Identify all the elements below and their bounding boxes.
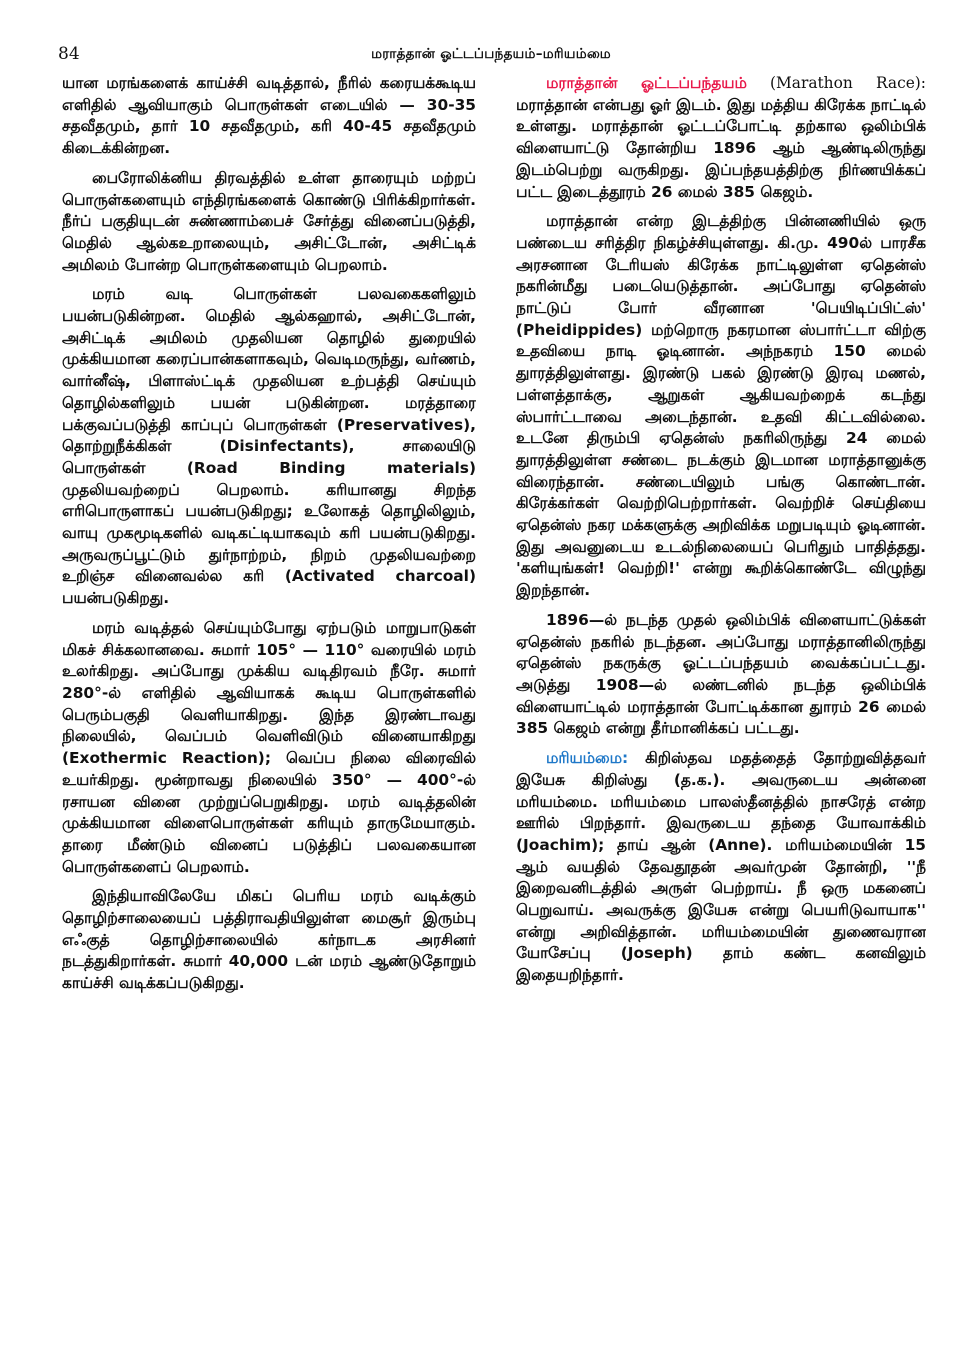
paragraph-distillation-stages: மரம் வடித்தல் செய்யும்போது ஏற்படும் மாறுபாடுகள் மிகச் சிக்கலானவை. சுமார் 105° — 110° வரையில் மரம் உலர்கிறது. அப்போது முக்கிய வடிதிரவம் நீரே. சுமார் 280°-ல் எளிதில் ஆவியாகக் கூடிய பொருள்களில் பெரும்பகுதி வெளியாகிறது. இந்த இரண்டாவது நிலையில், வெப்பம் வெளிவிடும் வினையாகிறது (Exothermic Reaction); வெப்ப நிலை விரைவில் உயர்கிறது. மூன்றாவது நிலையில் 350° — 400°-ல் ரசாயன வினை முற்றுப்பெறுகிறது. மரம் வடித்தலின் முக்கியமான விளைபொருள்கள் கரியும் தாருமேயாகும். தாரை மீண்டும் வினைப் படுத்திப் பலவகையான பொருள்களைப் பெறலாம். <box>62 618 476 876</box>
paragraph-marathon-olympics: 1896—ல் நடந்த முதல் ஒலிம்பிக் விளையாட்டுக்கள் ஏதென்ஸ் நகரில் நடந்தன. அப்போது மராத்தானிலிருந்து ஏதென்ஸ் நகருக்கு ஓட்டப்பந்தயம் வைக்கப்பட்டது. அடுத்து 1908—ல் லண்டனில் நடந்த ஒலிம்பிக் விளையாட்டில் மராத்தான் போட்டிக்கான துாரம் 26 மைல் 385 கெஜம் என்று தீர்மானிக்கப் பட்டது. <box>516 610 926 738</box>
mary-entry <box>516 748 926 987</box>
paragraph-wood-products-uses: மரம் வடி பொருள்கள் பலவகைகளிலும் பயன்படுகின்றன. மெதில் ஆல்கஹால், அசிட்டோன், அசிட்டிக் அமிலம் முதலியன தொழில் துறையில் முக்கியமான கரைப்பான்களாகவும், வெடிமருந்து, வர்ணம், வார்னீஷ், பிளாஸ்ட்டிக் முதலியன உற்பத்தி செய்யும் தொழில்களிலும் பயன் படுகின்றன. மரத்தாரை பக்குவப்படுத்தி காப்புப் பொருள்கள் (Preservatives), தொற்றுநீக்கிகள் (Disinfectants), சாலையிடு பொருள்கள் (Road Binding materials) முதலியவற்றைப் பெறலாம். கரியானது சிறந்த எரிபொருளாகப் பயன்படுகிறது; உலோகத் தொழிலிலும், வாயு முகமூடிகளில் வடிகட்டியாகவும் கரி பயன்படுகிறது. அருவருப்பூட்டும் துர்நாற்றம், நிறம் முதலியவற்றை உறிஞ்ச வினைவல்ல கரி (Activated charcoal) பயன்படுகிறது. <box>62 285 476 608</box>
page-header <box>58 44 924 68</box>
marathon-heading-english: (Marathon Race): <box>746 74 926 92</box>
mary-text: கிறிஸ்தவ மதத்தைத் தோற்றுவித்தவர் இயேசு கிறிஸ்து (த.க.). அவருடைய அன்னை மரியம்மை. மரியம்மை பாலஸ்தீனத்தில் நாசரேத் என்ற ஊரில் பிறந்தார். இவருடைய தந்தை யோவாக்கிம் (Joachim); தாய் ஆன் (Anne). மரியம்மையின் 15 ஆம் வயதில் தேவதூதன் அவர்முன் தோன்றி, ''நீ இறைவனிடத்தில் அருள் பெற்றாய். நீ ஒரு மகனைப் பெறுவாய். அவருக்கு இயேசு என்று பெயரிடுவாயாக'' என்று அறிவித்தான். மரியம்மையின் துணைவரான யோசேப்பு (Joseph) தாம் கண்ட கனவிலும் இதையறிந்தார். <box>516 749 926 985</box>
page-number: 84 <box>58 44 80 64</box>
paragraph-wood-distillation-yield: யான மரங்களைக் காய்ச்சி வடித்தால், நீரில் கரையக்கூடிய எளிதில் ஆவியாகும் பொருள்கள் எடையில் — 30-35 சதவீதமும், தார் 10 சதவீதமும், கரி 40-45 சதவீதமும் கிடைக்கின்றன. <box>62 74 476 158</box>
marathon-entry-intro <box>516 73 926 203</box>
left-column <box>62 73 476 1341</box>
paragraph-bhadravathi-factory: இந்தியாவிலேயே மிகப் பெரிய மரம் வடிக்கும் தொழிற்சாலையைப் பத்திராவதியிலுள்ள மைசூர் இரும்பு எஃகுத் தொழிற்சாலையில் கர்நாடக அரசினர் நடத்துகிறார்கள். சுமார் 40,000 டன் மரம் ஆண்டுதோறும் காய்ச்சி வடிக்கப்படுகிறது. <box>62 887 476 993</box>
paragraph-marathon-history: மராத்தான் என்ற இடத்திற்கு பின்னணியில் ஒரு பண்டைய சரித்திர நிகழ்ச்சியுள்ளது. கி.மு. 490ல் பாரசீக அரசனான டேரியஸ் கிரேக்க நாட்டிலுள்ள ஏதென்ஸ் நகரின்மீது படையெடுத்தான். அப்போது ஏதென்ஸ் நாட்டுப் போர் வீரனான 'பெயிடிப்பிட்ஸ்' (Pheidippides) மற்றொரு நகரமான ஸ்பார்ட்டா விற்கு உதவியை நாடி ஓடினான். அந்நகரம் 150 மைல் துாரத்திலுள்ளது. இரண்டு பகல் இரண்டு இரவு மணல், பள்ளத்தாக்கு, ஆறுகள் ஆகியவற்றைக் கடந்து ஸ்பார்ட்டாவை அடைந்தான். உதவி கிட்டவில்லை. உடனே திரும்பி ஏதென்ஸ் நகரிலிருந்து 24 மைல் துாரத்திலுள்ள சண்டை நடக்கும் இடமான மராத்தானுக்கு விரைந்தான். சண்டையிலும் பங்கு கொண்டான். கிரேக்கர்கள் வெற்றிபெற்றார்கள். வெற்றிச் செய்தியை ஏதென்ஸ் நகர மக்களுக்கு அறிவிக்க மறுபடியும் ஓடினான். இது அவனுடைய உடல்நிலையைப் பெரிதும் பாதித்தது. 'களியுங்கள்! வெற்றி!' என்று கூறிக்கொண்டே விழுந்து இறந்தான். <box>516 212 926 600</box>
running-head: மராத்தான் ஓட்டப்பந்தயம்–மரியம்மை <box>371 46 611 62</box>
paragraph-pyroligneous-liquid: பைரோலிக்னிய திரவத்தில் உள்ள தாரையும் மற்றப் பொருள்களையும் எந்திரங்களைக் கொண்டு பிரிக்கிறார்கள். நீர்ப் பகுதியுடன் சுண்ணாம்பைச் சேர்த்து வினைப்படுத்தி, மெதில் ஆல்கஉறாலையும், அசிட்டோன், அசிட்டிக் அமிலம் போன்ற பொருள்களையும் பெறலாம். <box>62 168 476 274</box>
marathon-heading: மராத்தான் ஓட்டப்பந்தயம் <box>546 74 747 92</box>
right-column <box>516 73 926 1341</box>
mary-heading: மரியம்மை: <box>546 749 629 768</box>
marathon-intro-text: மராத்தான் என்பது ஓர் இடம். இது மத்திய கிரேக்க நாட்டில் உள்ளது. மராத்தான் ஓட்டப்போட்டி தற்கால ஒலிம்பிக் விளையாட்டு தோன்றிய 1896 ஆம் ஆண்டிலிருந்து இடம்பெற்று வருகிறது. இப்பந்தயத்திற்கு நிர்ணயிக்கப் பட்ட இடைத்தூரம் 26 மைல் 385 கெஜம். <box>516 95 926 201</box>
